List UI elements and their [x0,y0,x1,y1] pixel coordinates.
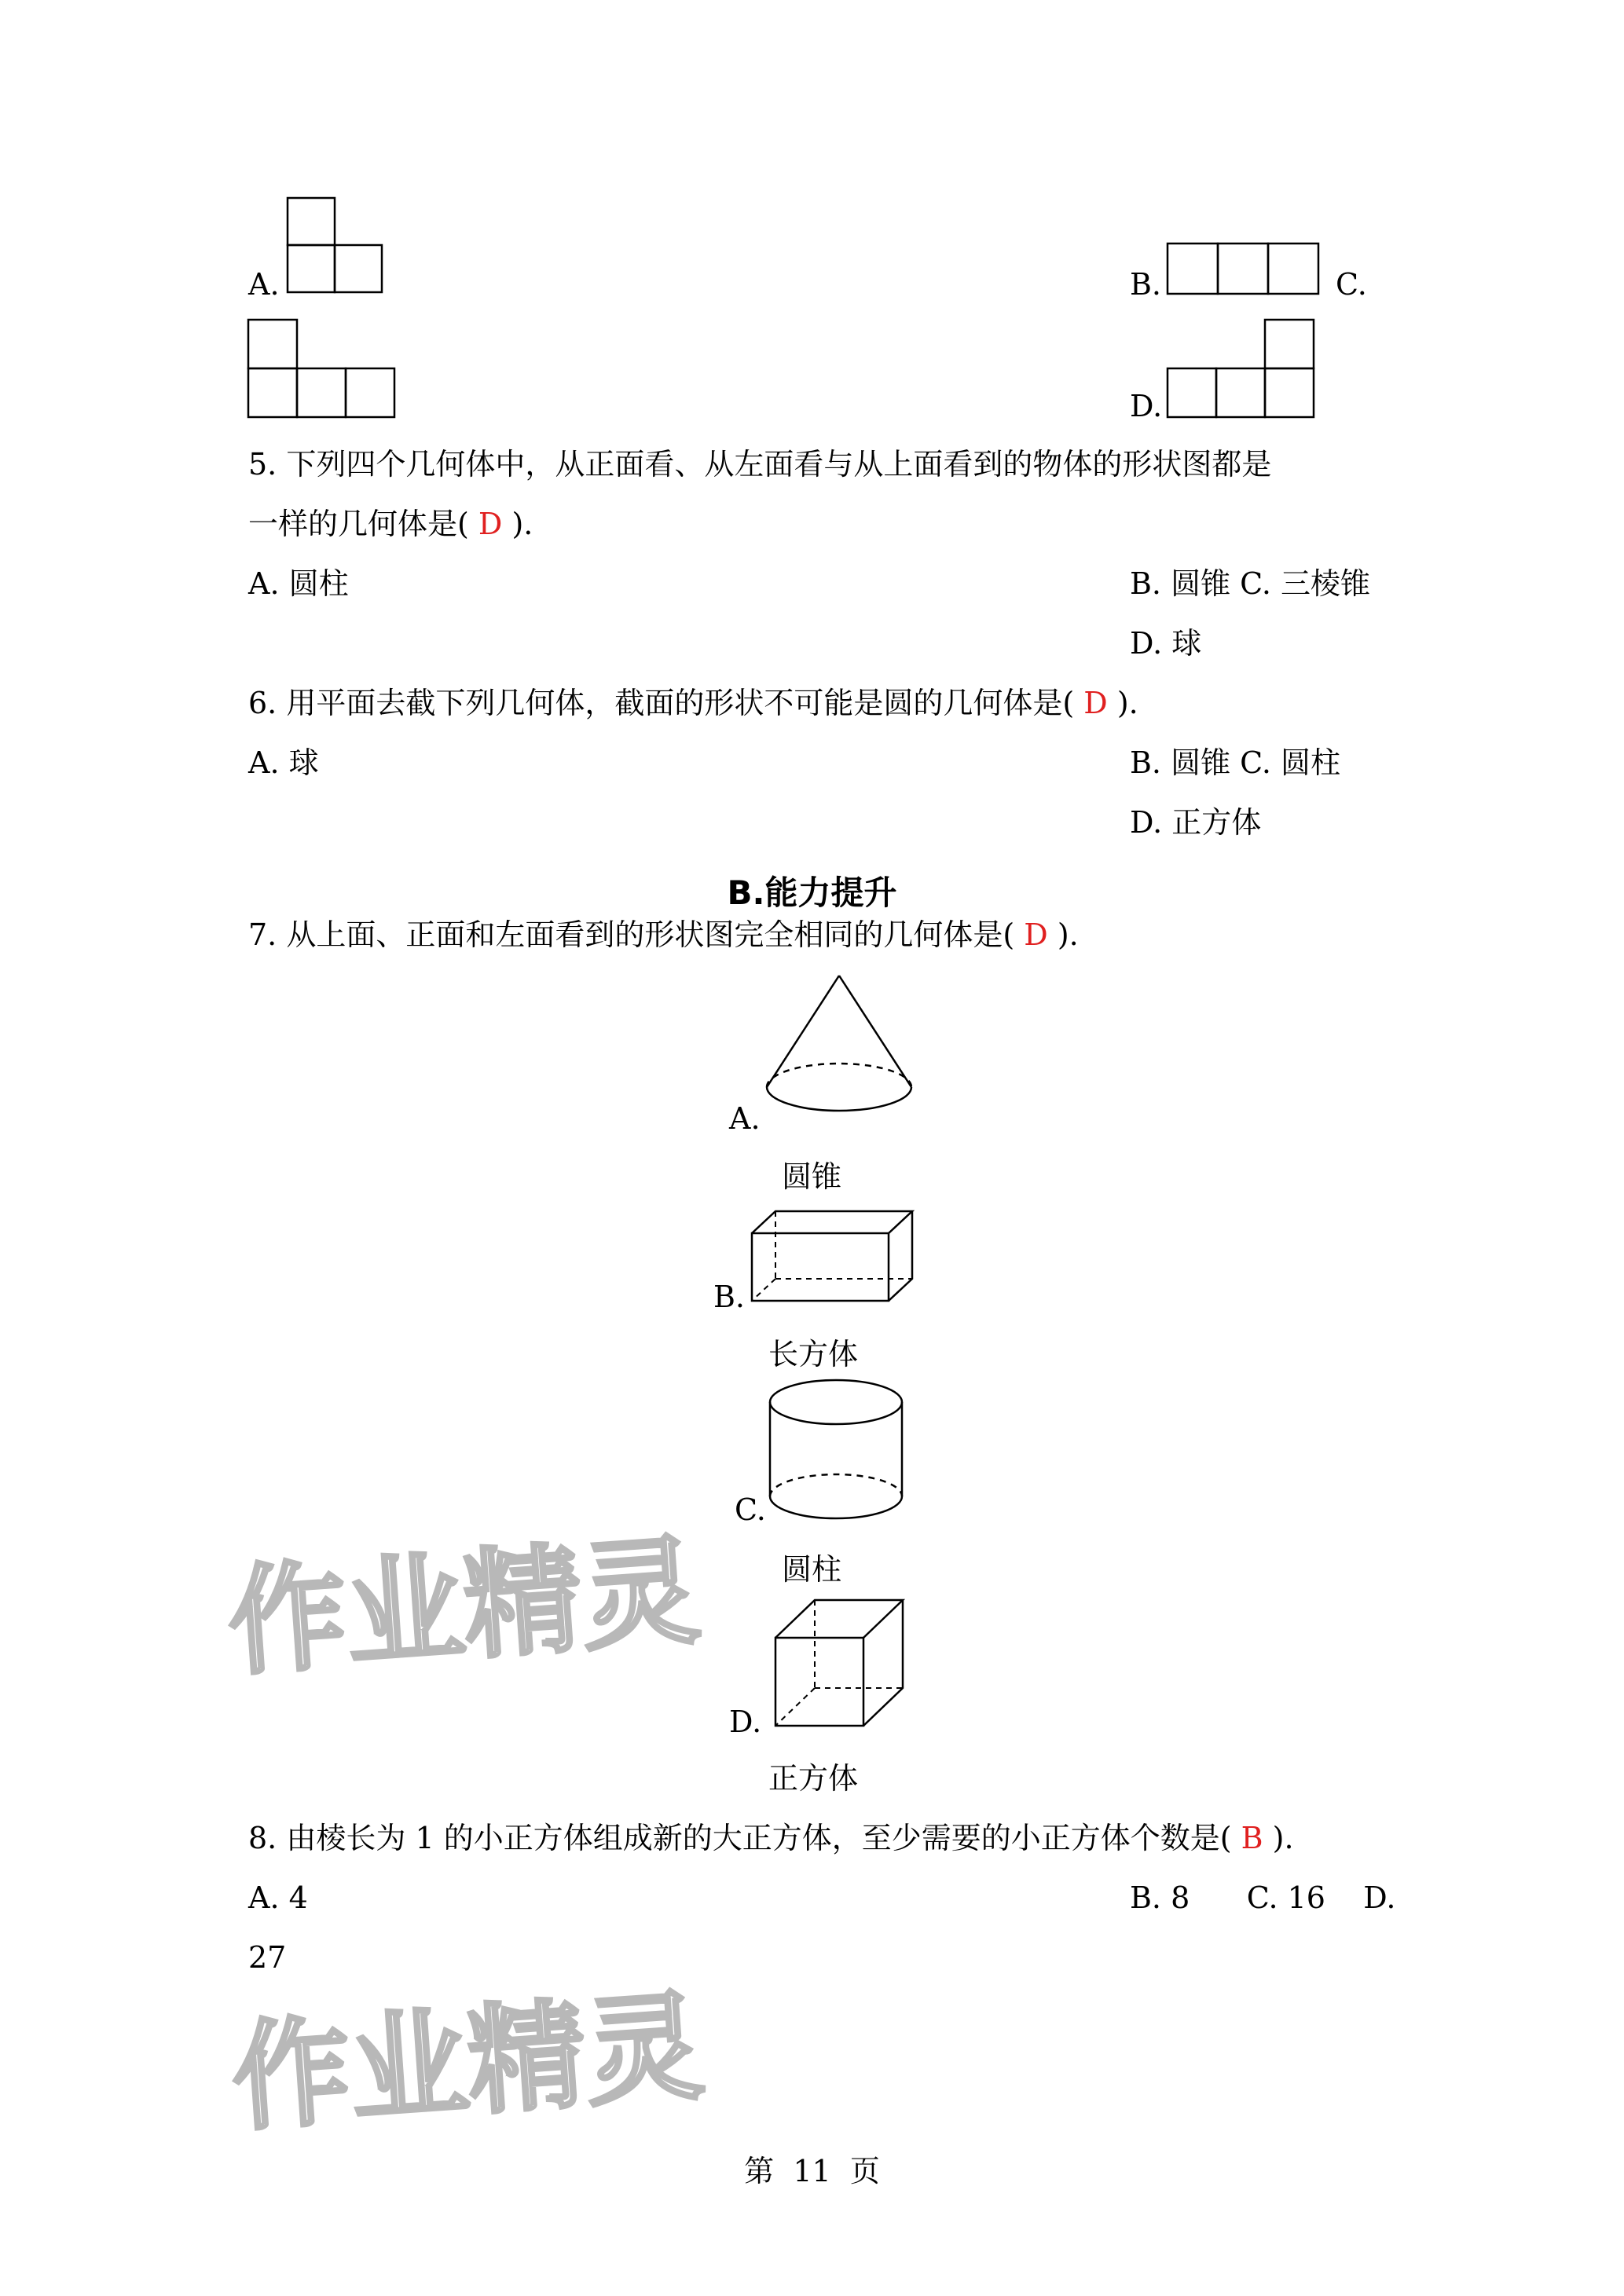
q7-caption-b: 长方体 [768,1337,859,1371]
q7-caption-c: 圆柱 [782,1552,842,1587]
q7-caption-d: 正方体 [768,1761,859,1796]
q5-line1 [248,445,1271,483]
q4-option-b-label: B. [1130,267,1162,302]
q6-text: 用平面去截下列几何体，截面的形状不可能是圆的几何体是( [286,686,1075,720]
q6-close: ). [1116,686,1138,720]
q4-option-d-figure [1166,318,1315,420]
q8-text: 由棱长为 1 的小正方体组成新的大正方体，至少需要的小正方体个数是( [286,1821,1232,1855]
q4-option-a-figure [286,196,388,295]
page-number: 第 11 页 [744,2154,880,2188]
q5-option-d: D. 球 [1130,626,1202,661]
q8-line [248,1819,1294,1857]
q5-close: ). [511,507,533,541]
q4-option-c-figure [247,318,396,420]
q4-option-b-figure [1166,242,1323,295]
q7-option-b-label: B. [713,1280,746,1314]
q7-text: 从上面、正面和左面看到的形状图完全相同的几何体是( [286,917,1015,952]
q4-option-a-label: A. [248,267,280,302]
q8-answer: B [1241,1821,1263,1855]
q7-caption-a: 圆锥 [782,1159,842,1194]
q5-text-line2: 一样的几何体是( [248,507,469,541]
q5-option-a: A. 圆柱 [248,566,349,601]
q7-option-d-label: D. [729,1705,762,1739]
q8-option-d-value: 27 [248,1940,287,1975]
q6-answer: D [1083,686,1108,720]
q7-answer: D [1024,917,1048,952]
q6-option-a: A. 球 [248,745,319,780]
q7-cube-figure [774,1598,907,1736]
q5-line2 [248,505,533,543]
q5-number: 5. [248,447,277,482]
q8-option-a: A. 4 [248,1880,308,1915]
q7-option-c-label: C. [735,1492,766,1527]
q6-option-bc: B. 圆锥 C. 圆柱 [1130,745,1341,780]
q8-option-bcd: B. 8 C. 16 D. [1130,1880,1396,1915]
watermark-bottom [228,1978,708,2148]
q7-close: ). [1057,917,1079,952]
q4-option-c-label: C. [1336,267,1367,302]
q7-line [248,916,1079,954]
q7-cone-figure [762,974,919,1131]
watermark-top [224,1522,704,1693]
q4-option-d-label: D. [1130,389,1163,423]
q6-line [248,684,1138,722]
q7-number: 7. [248,917,277,952]
q5-text-line1: 下列四个几何体中，从正面看、从左面看与从上面看到的物体的形状图都是 [286,447,1272,482]
q5-option-bc: B. 圆锥 C. 三棱锥 [1130,566,1371,601]
section-title: B.能力提升 [727,873,897,912]
q7-cuboid-figure [750,1210,931,1312]
q6-number: 6. [248,686,277,720]
q7-cylinder-figure [768,1379,910,1528]
q6-option-d: D. 正方体 [1130,805,1262,840]
watermark-bottom-text: 作业精灵 [228,1978,708,2148]
q8-number: 8. [248,1821,277,1855]
q8-close: ). [1272,1821,1294,1855]
watermark-top-text: 作业精灵 [224,1522,704,1693]
q5-answer: D [478,507,503,541]
q7-option-a-label: A. [729,1101,761,1136]
